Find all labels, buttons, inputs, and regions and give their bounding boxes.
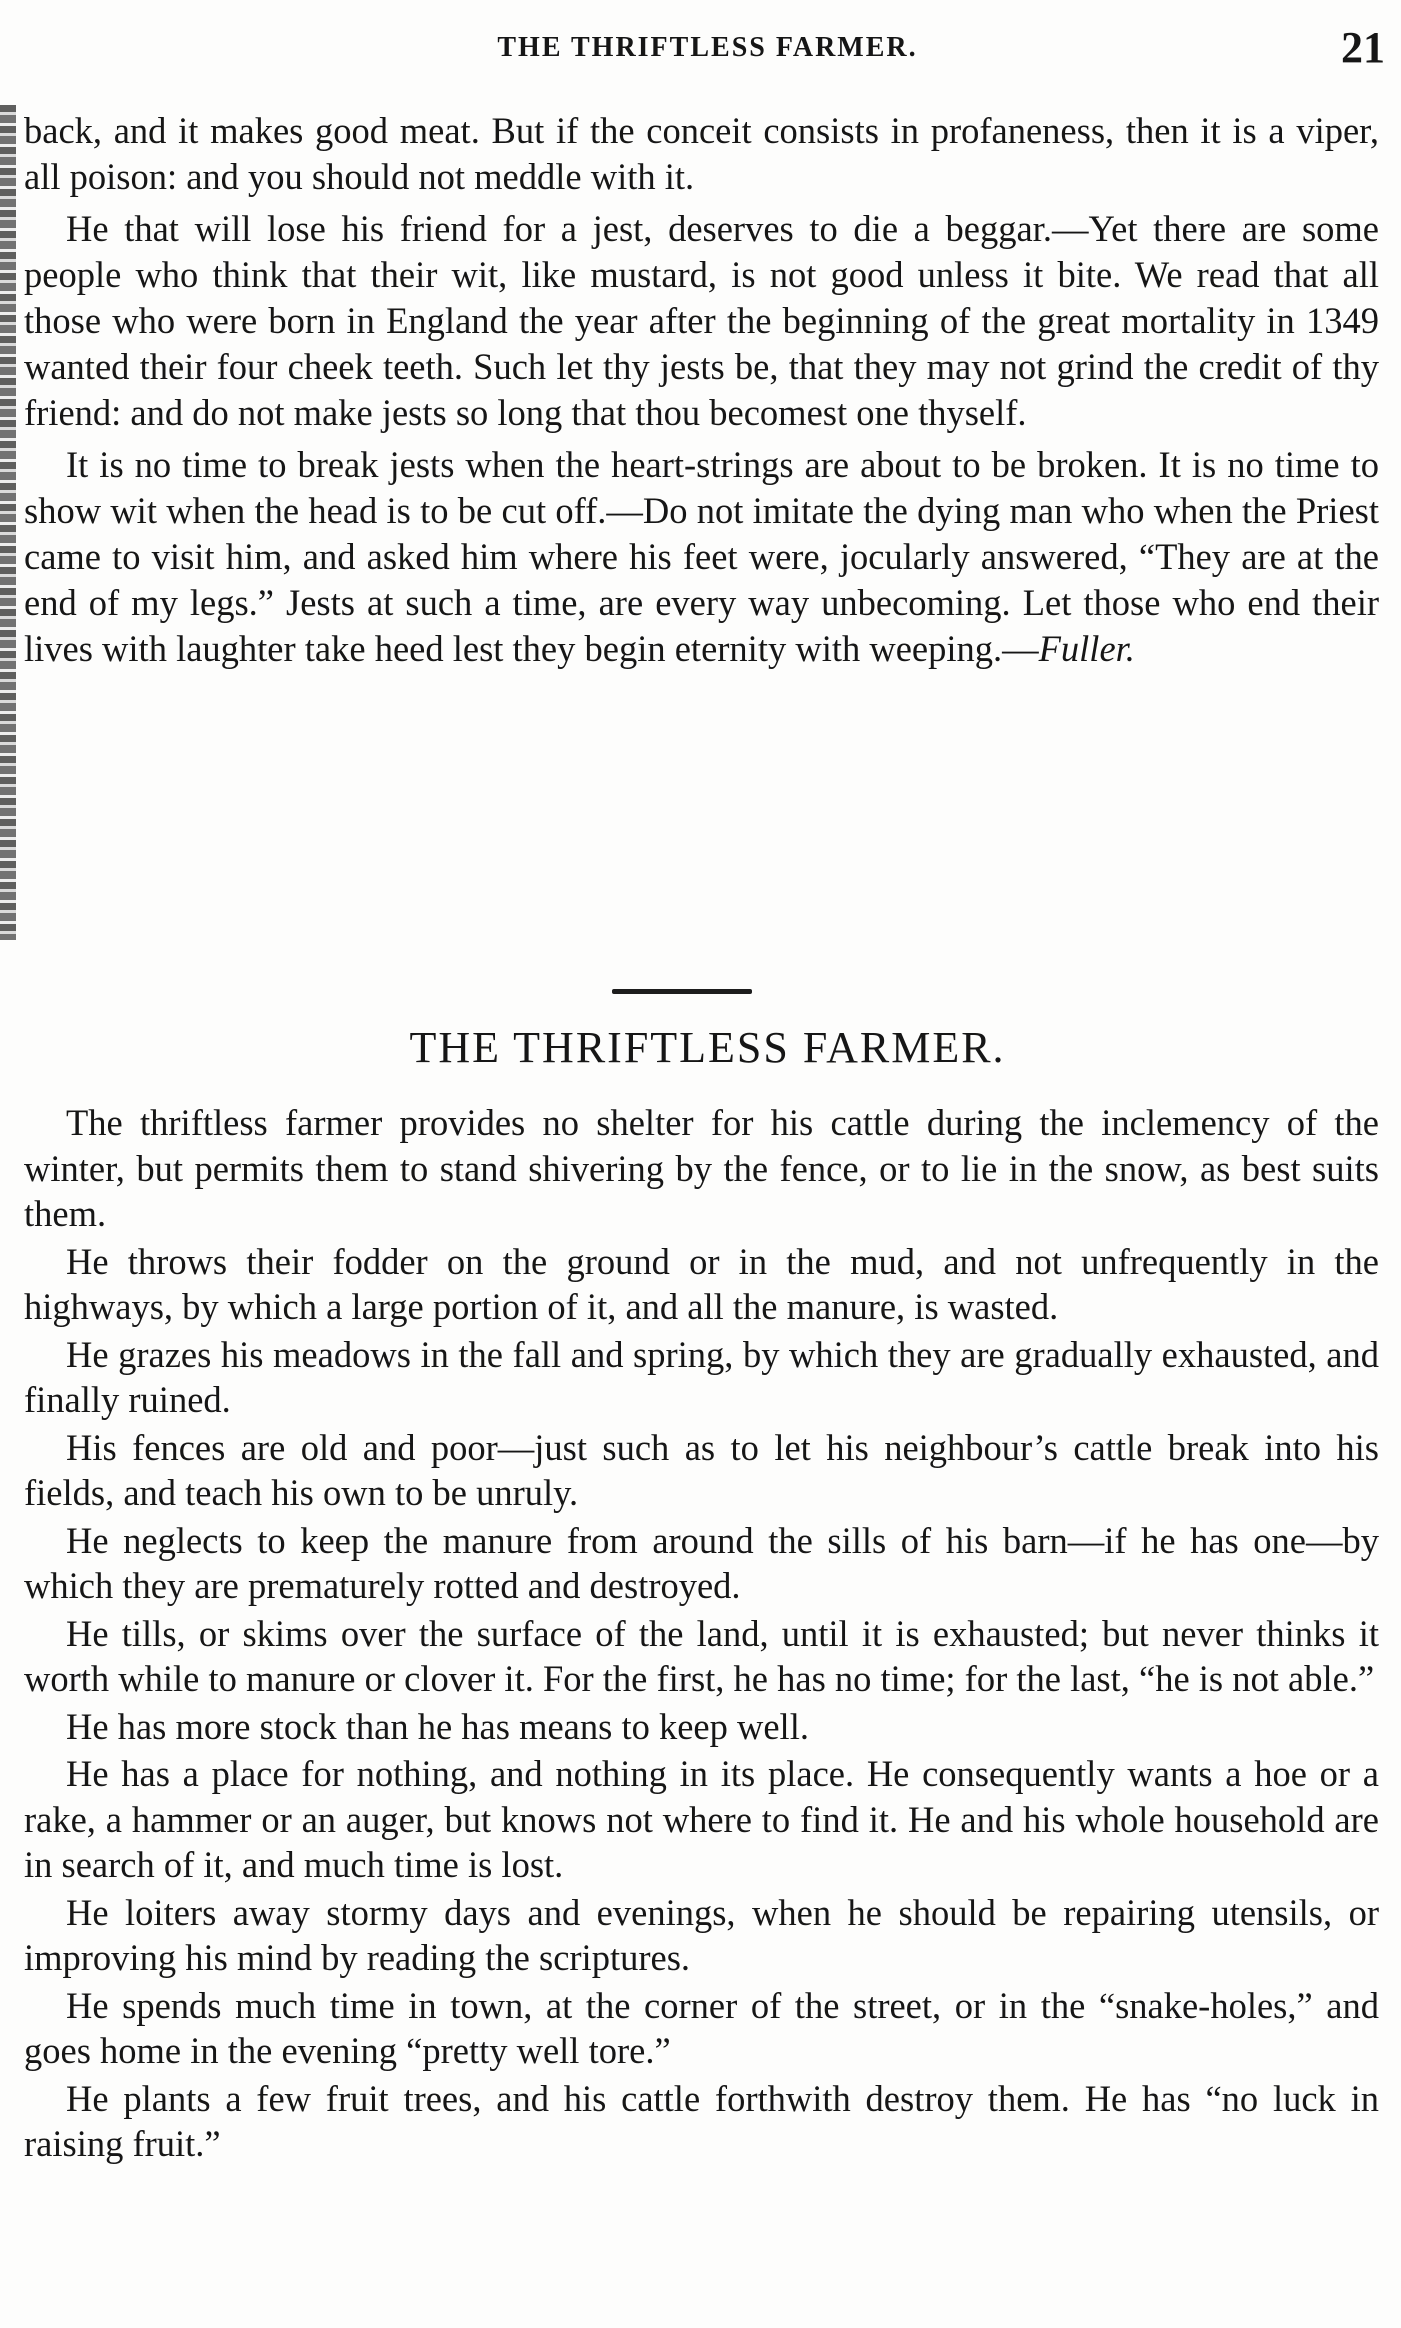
article-body: [24, 1100, 1379, 2169]
paragraph: He spends much time in town, at the corner of the street, or in the “snake-holes,” and goes home in the evening “pretty well tore.”: [24, 1984, 1379, 2071]
paragraph: back, and it makes good meat. But if the conceit consists in profaneness, then it is a viper, all poison: and you should not meddle with it.: [24, 110, 1379, 197]
paragraph: The thriftless farmer provides no shelter for his cattle during the inclemency of the winter, but permits them to stand shivering by the fence, or to lie in the snow, as best suits them.: [24, 1102, 1379, 1234]
article-title: THE THRIFTLESS FARMER.: [409, 1023, 1006, 1072]
section-divider: [612, 989, 752, 994]
paragraph-text: It is no time to break jests when the heart-strings are about to be broken. It is no time to show wit when the head is to be cut off.—Do not imitate the dying man who when the Priest came to visit him, and asked him where his feet were, jocularly answered, “They are at the end of my legs.” Jests at such a time, are every way unbecoming. Let those who end their lives with laughter take heed lest they begin eternity with weeping.—: [24, 444, 1379, 669]
paragraph: He plants a few fruit trees, and his cattle forthwith destroy them. He has “no luck in raising fruit.”: [24, 2077, 1379, 2164]
paragraph: He loiters away stormy days and evenings, when he should be repairing utensils, or improving his mind by reading the scriptures.: [24, 1891, 1379, 1978]
paragraph: [24, 442, 1379, 672]
paragraph: He neglects to keep the manure from around the sills of his barn—if he has one—by which they are prematurely rotted and destroyed.: [24, 1519, 1379, 1606]
paragraph: He has more stock than he has means to keep well.: [66, 1705, 809, 1747]
author-signature: Fuller.: [1038, 628, 1135, 669]
running-title: THE THRIFTLESS FARMER.: [497, 32, 918, 63]
page-number: 21: [1341, 23, 1385, 72]
paragraph: He that will lose his friend for a jest, deserves to die a beggar.—Yet there are some people who think that their wit, like mustard, is not good unless it bite. We read that all those who were born in England the year after the beginning of the great mortality in 1349 wanted their four cheek teeth. Such let thy jests be, that they may not grind the credit of thy friend: and do not make jests so long that thou becomest one thyself.: [24, 208, 1379, 433]
scan-edge-shadow: [0, 105, 16, 940]
paragraph: He has a place for nothing, and nothing in its place. He consequently wants a hoe or a rake, a hammer or an auger, but knows not where to find it. He and his whole household are in search of it, and much time is lost.: [24, 1753, 1379, 1885]
paragraph: He grazes his meadows in the fall and spring, by which they are gradually exhausted, and finally ruined.: [24, 1333, 1379, 1420]
previous-article-continuation: [24, 108, 1379, 678]
paragraph: He throws their fodder on the ground or in the mud, and not unfrequently in the highways, by which a large portion of it, and all the manure, is wasted.: [24, 1240, 1379, 1327]
running-head: [20, 22, 1395, 82]
paragraph: His fences are old and poor—just such as to let his neighbour’s cattle break into his fields, and teach his own to be unruly.: [24, 1426, 1379, 1513]
paragraph: He tills, or skims over the surface of the land, until it is exhausted; but never thinks it worth while to manure or clover it. For the first, he has no time; for the last, “he is not able.”: [24, 1612, 1379, 1699]
